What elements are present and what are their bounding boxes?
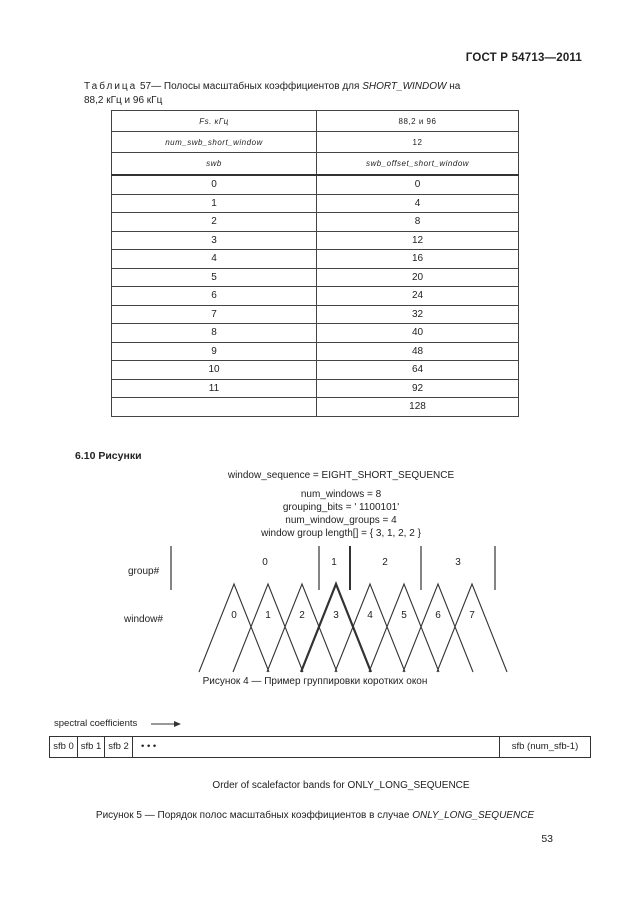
fig4-line4: num_window_groups = 4 — [285, 515, 397, 526]
table-title: — Полосы масштабных коэффициентов для — [151, 81, 360, 92]
table-cell: 12 — [317, 231, 519, 250]
table-header-cell: swb_offset_short_window — [317, 153, 519, 176]
window-triangle — [301, 584, 371, 672]
table-cell: 2 — [112, 213, 317, 232]
fig4-line1: window_sequence = EIGHT_SHORT_SEQUENCE — [227, 470, 455, 481]
window-triangle — [233, 584, 303, 672]
table-cell: 11 — [112, 379, 317, 398]
figure5-caption-italic: ONLY_LONG_SEQUENCE — [412, 810, 535, 821]
window-triangle — [267, 584, 337, 672]
table-number: 57 — [140, 81, 152, 92]
table-cell: 40 — [317, 324, 519, 343]
window-triangle — [403, 584, 473, 672]
table-cell: 6 — [112, 287, 317, 306]
arrow-right-icon — [150, 719, 182, 729]
table-cell: 48 — [317, 342, 519, 361]
table-header-cell: 88,2 и 96 — [317, 111, 519, 132]
window-label: window# — [124, 614, 163, 625]
window-triangle — [369, 584, 439, 672]
table-cell: 32 — [317, 305, 519, 324]
figure5-caption — [0, 810, 630, 821]
table-title-line2: 88,2 кГц и 96 кГц — [84, 95, 163, 106]
table-cell: 7 — [112, 305, 317, 324]
sfb-cell: sfb 0 — [50, 737, 78, 757]
page-number: 53 — [541, 833, 553, 845]
window-number: 4 — [367, 610, 373, 621]
group-label: group# — [128, 566, 160, 577]
section-title: 6.10 Рисунки — [75, 450, 142, 462]
table-cell: 1 — [112, 194, 317, 213]
sfb-cell: sfb 1 — [78, 737, 105, 757]
table-cell: 8 — [317, 213, 519, 232]
table-header-cell: Fs. кГц — [112, 111, 317, 132]
figure5-caption-text: Рисунок 5 — Порядок полос масштабных коэффициентов в случае — [95, 810, 410, 821]
table-header-cell: num_swb_short_window — [112, 132, 317, 153]
table-cell: 92 — [317, 379, 519, 398]
table-title-italic: SHORT_WINDOW — [362, 81, 447, 92]
window-number: 5 — [401, 610, 407, 621]
document-id: ГОСТ Р 54713—2011 — [465, 52, 582, 64]
sfb-last-cell: sfb (num_sfb-1) — [499, 737, 590, 757]
table-cell: 3 — [112, 231, 317, 250]
fig4-line3: grouping_bits = ' 1100101' — [282, 502, 400, 513]
window-number: 2 — [299, 610, 305, 621]
table-cell: 10 — [112, 361, 317, 380]
window-number: 6 — [435, 610, 441, 621]
table-header-cell: 12 — [317, 132, 519, 153]
figure4-caption: Рисунок 4 — Пример группировки коротких окон — [202, 676, 428, 687]
table-title-tail: на — [449, 81, 461, 92]
table-cell: 16 — [317, 250, 519, 269]
table-cell: 64 — [317, 361, 519, 380]
table-cell: 4 — [317, 194, 519, 213]
window-number: 3 — [333, 610, 339, 621]
window-number: 1 — [265, 610, 271, 621]
window-number: 7 — [469, 610, 475, 621]
table-cell: 5 — [112, 268, 317, 287]
table-cell: 128 — [317, 398, 519, 417]
table-cell: 4 — [112, 250, 317, 269]
group-number: 3 — [455, 557, 461, 568]
group-number: 0 — [262, 557, 268, 568]
group-number: 2 — [382, 557, 388, 568]
table-label: Таблица — [84, 81, 138, 92]
window-triangle — [437, 584, 507, 672]
table-cell: 0 — [112, 175, 317, 194]
table-cell: 0 — [317, 175, 519, 194]
sfb-dots: • • • — [141, 741, 157, 752]
scalefactor-band-bar — [49, 736, 591, 758]
fig4-line5: window group length[] = { 3, 1, 2, 2 } — [261, 528, 421, 539]
window-triangle — [335, 584, 405, 672]
table-header-cell: swb — [112, 153, 317, 176]
table-cell: 9 — [112, 342, 317, 361]
fig4-line2: num_windows = 8 — [300, 489, 382, 500]
window-triangle — [199, 584, 269, 672]
sfb-cell: sfb 2 — [105, 737, 133, 757]
table-cell: 20 — [317, 268, 519, 287]
group-number: 1 — [331, 557, 337, 568]
table-cell: 8 — [112, 324, 317, 343]
spectral-label: spectral coefficients — [54, 718, 138, 729]
figure5-subtitle: Order of scalefactor bands for ONLY_LONG_SEQUENCE — [212, 780, 470, 791]
window-number: 0 — [231, 610, 237, 621]
table-cell: 24 — [317, 287, 519, 306]
